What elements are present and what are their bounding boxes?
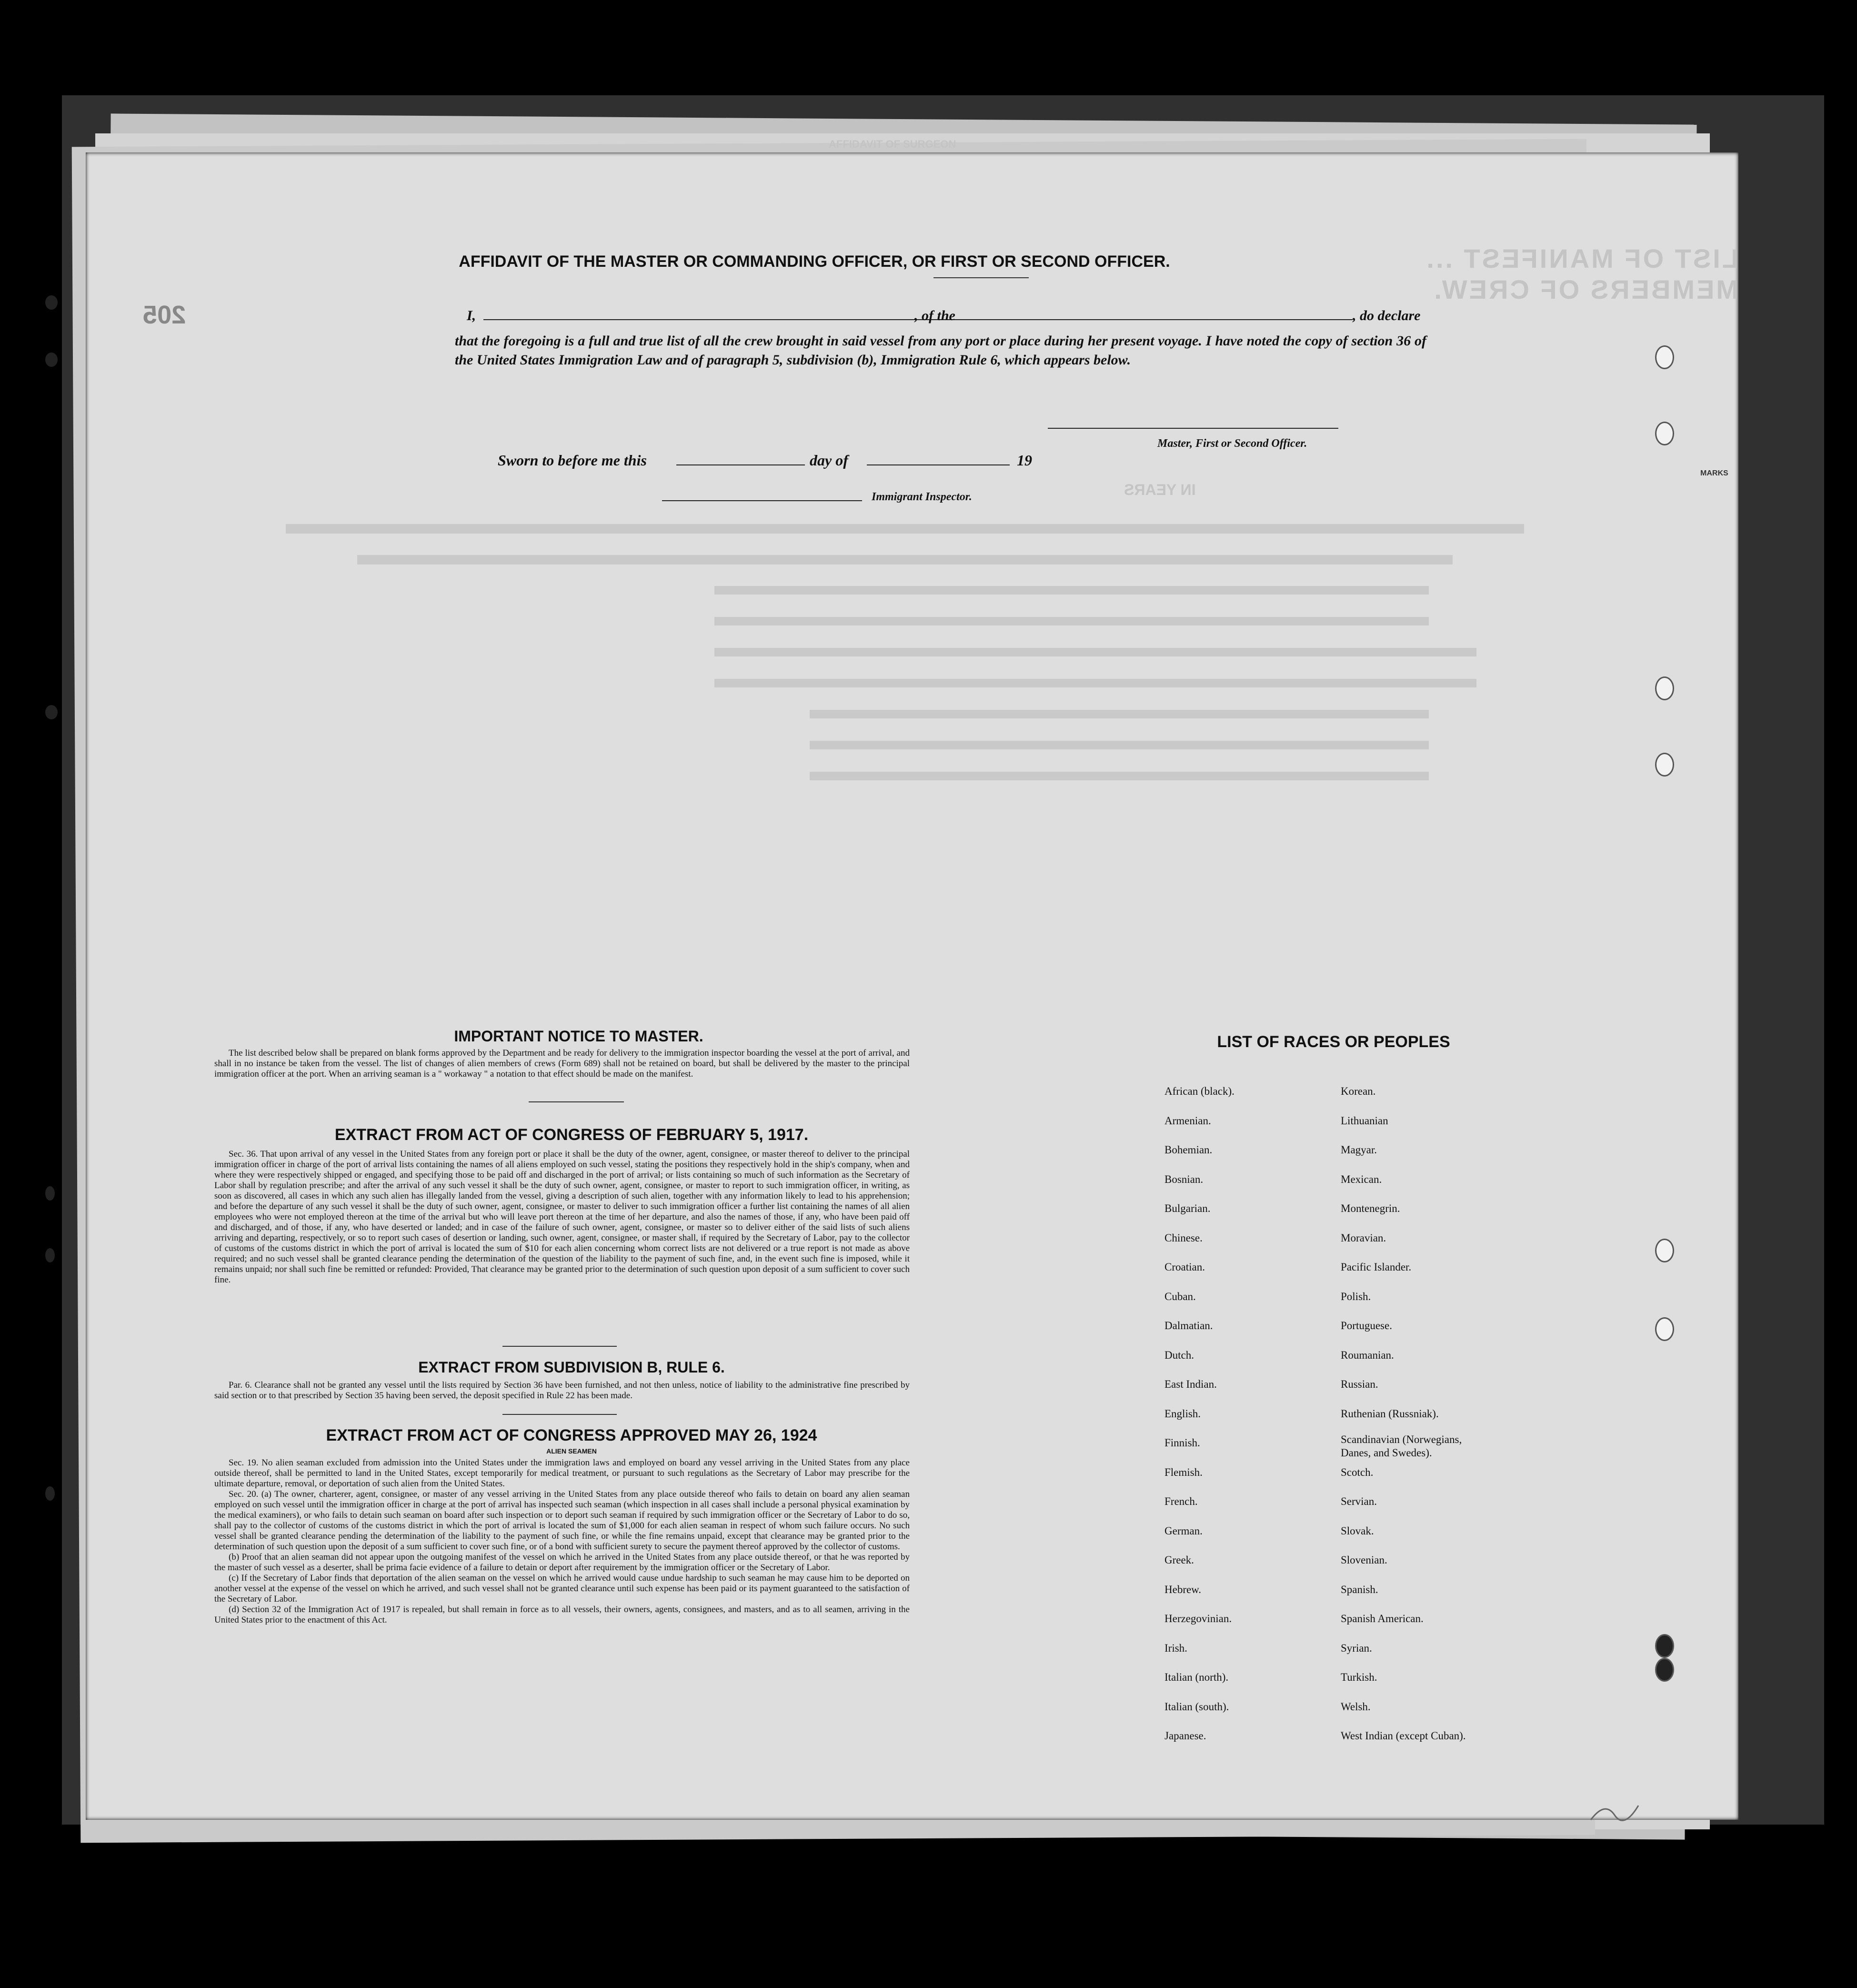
race-item: Croatian. bbox=[1164, 1261, 1205, 1273]
race-item: Scandinavian (Norwegians, Danes, and Swedes). bbox=[1341, 1433, 1462, 1459]
master-signature-label: Master, First or Second Officer. bbox=[1157, 437, 1307, 450]
race-item: Irish. bbox=[1164, 1642, 1187, 1654]
race-item: Greek. bbox=[1164, 1554, 1194, 1566]
binder-hole bbox=[45, 1486, 55, 1501]
affidavit-of-the: , of the bbox=[914, 308, 955, 323]
punch-hole bbox=[1655, 1658, 1674, 1682]
race-item: Syrian. bbox=[1341, 1642, 1372, 1654]
notice-text: The list described below shall be prepared on blank forms approved by the Department and be ready for delivery to the immigration inspector boarding the vessel at the port of arrival, and shall in no instance be taken from the vessel. The list of changes of alien members of crews (Form 689) shall not be retained on board, but shall be delivered by the master to the principal immigration officer at the port. When an arriving seaman is a " workaway " a notation to that effect should be made on the manifest. bbox=[214, 1048, 910, 1079]
race-item: French. bbox=[1164, 1495, 1198, 1507]
divider bbox=[502, 1346, 617, 1347]
race-item: African (black). bbox=[1164, 1085, 1235, 1097]
race-item: East Indian. bbox=[1164, 1378, 1217, 1390]
race-item: Montenegrin. bbox=[1341, 1202, 1400, 1214]
race-item: Dalmatian. bbox=[1164, 1320, 1213, 1332]
bleed-through-years: IN YEARS bbox=[1124, 481, 1196, 498]
race-item: Lithuanian bbox=[1341, 1114, 1388, 1127]
bleed-through-label: AFFIDAVIT OF SURGEON bbox=[829, 138, 956, 150]
race-item: Herzegovinian. bbox=[1164, 1613, 1232, 1625]
race-item: Mexican. bbox=[1341, 1173, 1382, 1185]
race-item: Bohemian. bbox=[1164, 1144, 1213, 1156]
day-of-text: day of bbox=[810, 452, 848, 469]
binder-hole bbox=[45, 295, 58, 310]
pencil-mark bbox=[1586, 1796, 1643, 1825]
binder-hole bbox=[45, 1186, 55, 1201]
punch-hole bbox=[1655, 422, 1674, 445]
race-item: Moravian. bbox=[1341, 1231, 1386, 1244]
vessel-line bbox=[976, 319, 1353, 320]
punch-hole bbox=[1655, 1239, 1674, 1262]
day-line bbox=[676, 464, 805, 465]
extract-rule6-text: Par. 6. Clearance shall not be granted any vessel until the lists required by Section 36 have been furnished, and not then unless, notice of liability to the administrative fine prescribed by said section or to that prescribed by Section 35 having been served, the deposit specified in Rule 22 has been made. bbox=[214, 1380, 910, 1401]
affidavit-title: AFFIDAVIT OF THE MASTER OR COMMANDING OFFICER, OR FIRST OR SECOND OFFICER. bbox=[459, 252, 1170, 271]
punch-hole bbox=[1655, 676, 1674, 700]
punch-hole bbox=[1655, 345, 1674, 369]
affidavit-i: I, bbox=[467, 308, 476, 323]
race-item: Dutch. bbox=[1164, 1349, 1194, 1361]
month-line bbox=[867, 464, 1010, 465]
race-item: Roumanian. bbox=[1341, 1349, 1394, 1361]
inspector-label: Immigrant Inspector. bbox=[872, 491, 972, 503]
race-item: Servian. bbox=[1341, 1495, 1377, 1507]
race-item: Italian (south). bbox=[1164, 1700, 1229, 1713]
race-item: Finnish. bbox=[1164, 1437, 1200, 1449]
year-prefix: 19 bbox=[1017, 452, 1032, 469]
divider bbox=[934, 277, 1029, 278]
binder-hole bbox=[45, 705, 58, 719]
race-item: Hebrew. bbox=[1164, 1583, 1202, 1595]
punch-hole bbox=[1655, 1634, 1674, 1658]
race-item: Italian (north). bbox=[1164, 1671, 1229, 1683]
race-item: Chinese. bbox=[1164, 1231, 1203, 1244]
race-item: Scotch. bbox=[1341, 1466, 1374, 1478]
extract-1924-text: Sec. 19. No alien seaman excluded from admission into the United States under the immigration laws and employed on board any vessel arriving in the United States from any place outside thereof, shall be permitted to land in the United States, except temporarily for medical treatment, or pursuant to such regulations as the Secretary of Labor may prescribe for the ultimate departure, removal, or deportation of such alien from the United States. Sec. 20. (a) The owner, charterer, agent, consignee, or master of any vessel arriving in the United States from any place outside thereof who fails to detain on board any alien seaman employed on such vessel until the immigration officer in charge at the port of arrival has inspected such seaman (which inspection in all cases shall include a personal physical examination by the medical examiners), or who fails to detain such seaman on board after such inspection or to deport such seaman if required by such immigration officer or the Secretary of Labor to do so, shall pay to the collector of customs of the customs district in which the port of arrival is located the sum of $1,000 for each alien seaman in respect of whom such failure occurs. No such vessel shall be granted clearance pending the determination of the liability to the payment of such fine, or while the fine remains unpaid, except that clearance may be granted prior to the determination of such question upon the deposit of a sum sufficient to cover such fine, or of a bond with sufficient surety to secure the payment thereof approved by the collector of customs. (b) Proof that an alien seaman did not appear upon the outgoing manifest of the vessel on which he arrived in the United States from any place outside thereof, or that he was reported by the master of such vessel as a deserter, shall be prima facie evidence of a failure to detain or deport after requirement by the immigration officer or the Secretary of Labor. (c) If the Secretary of Labor finds that deportation of the alien seaman on the vessel on which he arrived would cause undue hardship to such seaman he may cause him to be deported on another vessel at the expense of the vessel on which he arrived, and such vessel shall not be granted clearance until such expense has been paid or its payment guaranteed to the satisfaction of the Secretary of Labor. (d) Section 32 of the Immigration Act of 1917 is repealed, but shall remain in force as to all vessels, their owners, agents, consignees, and masters, and as to all seamen, arriving in the United States prior to the enactment of this Act. bbox=[214, 1458, 910, 1625]
manifest-page bbox=[86, 138, 1738, 1820]
race-item: West Indian (except Cuban). bbox=[1341, 1730, 1466, 1742]
race-item: Bosnian. bbox=[1164, 1173, 1204, 1185]
race-item: Japanese. bbox=[1164, 1730, 1206, 1742]
race-item: Spanish American. bbox=[1341, 1613, 1424, 1625]
extract-1917-title: EXTRACT FROM ACT OF CONGRESS OF FEBRUARY 5, 1917. bbox=[334, 1126, 809, 1144]
extract-1924-title: EXTRACT FROM ACT OF CONGRESS APPROVED MAY 26, 1924 bbox=[326, 1426, 817, 1444]
race-item: Russian. bbox=[1341, 1378, 1378, 1390]
extract-1917-text: Sec. 36. That upon arrival of any vessel in the United States from any foreign port or place it shall be the duty of the owner, agent, consignee, or master thereof to deliver to the principal immigration officer in charge of the port of arrival lists containing the names of all aliens employed on such vessel, stating the positions they respectively hold in the ship's company, when and where they were respectively shipped or engaged, and specifying those to be paid off and discharged in the port of arrival; or lists containing so much of such information as the Secretary of Labor shall by regulation prescribe; and after the arrival of any such vessel it shall be the duty of such owner, agent, consignee, or master to report to such immigration officer, in writing, as soon as discovered, all cases in which any such alien has illegally landed from the vessel, giving a description of such alien, together with any information likely to lead to his apprehension; and before the departure of any such vessel it shall be the duty of such owner, agent, consignee, or master to deliver to such immigration officer a further list containing the names of all alien employees who were not employed thereon at the time of the arrival but who will leave port thereon at the time of her departure, and also the names of those, if any, who have been paid off and discharged, and of those, if any, who have deserted or landed; and in case of the failure of such owner, agent, consignee, or master so to deliver either of the said lists of such aliens arriving and departing, respectively, or so to report such cases of desertion or landing, such owner, agent, consignee, or master shall, if required by the Secretary of Labor, pay to the collector of customs of the customs district in which the port of arrival is located the sum of $10 for each alien concerning whom correct lists are not delivered or a true report is not made as above required; and no such vessel shall be granted clearance pending the determination of the question of the liability to the payment of such fine, and, in the event such fine is imposed, while it remains unpaid; nor shall such fine be remitted or refunded: Provided, That clearance may be granted prior to the determination of such question upon deposit of a sum sufficient to cover such fine. bbox=[214, 1149, 910, 1285]
race-item: Slovenian. bbox=[1341, 1554, 1387, 1566]
race-item: Ruthenian (Russniak). bbox=[1341, 1407, 1439, 1420]
affidavit-body: that the foregoing is a full and true list of all the crew brought in said vessel from any port or place during her present voyage. I have noted the copy of section 36 of the United States Immigration Law and of paragraph 5, subdivision (b), Immigration Rule 6, which appears below. bbox=[455, 333, 1426, 368]
alien-seamen-subtitle: ALIEN SEAMEN bbox=[546, 1447, 597, 1455]
divider bbox=[529, 1101, 624, 1102]
race-item: Portuguese. bbox=[1341, 1320, 1392, 1332]
race-item: German. bbox=[1164, 1524, 1203, 1537]
punch-hole bbox=[1655, 753, 1674, 777]
inspector-line bbox=[662, 500, 862, 501]
binder-hole bbox=[45, 1248, 55, 1262]
punch-hole bbox=[1655, 1317, 1674, 1341]
marks-label: MARKS bbox=[1700, 469, 1728, 477]
race-item: Spanish. bbox=[1341, 1583, 1378, 1595]
race-item: Magyar. bbox=[1341, 1144, 1377, 1156]
race-item: Welsh. bbox=[1341, 1700, 1371, 1713]
race-item: Turkish. bbox=[1341, 1671, 1377, 1683]
race-item: Pacific Islander. bbox=[1341, 1261, 1412, 1273]
race-item: Slovak. bbox=[1341, 1524, 1374, 1537]
race-item: Bulgarian. bbox=[1164, 1202, 1211, 1214]
binder-hole bbox=[45, 353, 58, 367]
stamp-number: 205 bbox=[143, 301, 186, 329]
signature-line bbox=[1048, 428, 1338, 429]
race-item: Korean. bbox=[1341, 1085, 1376, 1097]
extract-rule6-title: EXTRACT FROM SUBDIVISION B, RULE 6. bbox=[418, 1359, 725, 1376]
divider bbox=[502, 1414, 617, 1415]
race-item: English. bbox=[1164, 1407, 1201, 1420]
race-item: Armenian. bbox=[1164, 1114, 1211, 1127]
race-item: Cuban. bbox=[1164, 1290, 1196, 1302]
affidavit-do-declare: , do declare bbox=[1353, 308, 1421, 323]
race-item: Flemish. bbox=[1164, 1466, 1203, 1478]
bleed-through-header: LIST OF MANIFEST ... MEMBERS OF CREW. bbox=[1425, 243, 1738, 304]
notice-title: IMPORTANT NOTICE TO MASTER. bbox=[454, 1028, 703, 1045]
sworn-text: Sworn to before me this bbox=[498, 452, 647, 469]
races-title: LIST OF RACES OR PEOPLES bbox=[1217, 1033, 1450, 1051]
bleed-through-table bbox=[286, 519, 1648, 853]
race-item: Polish. bbox=[1341, 1290, 1371, 1302]
